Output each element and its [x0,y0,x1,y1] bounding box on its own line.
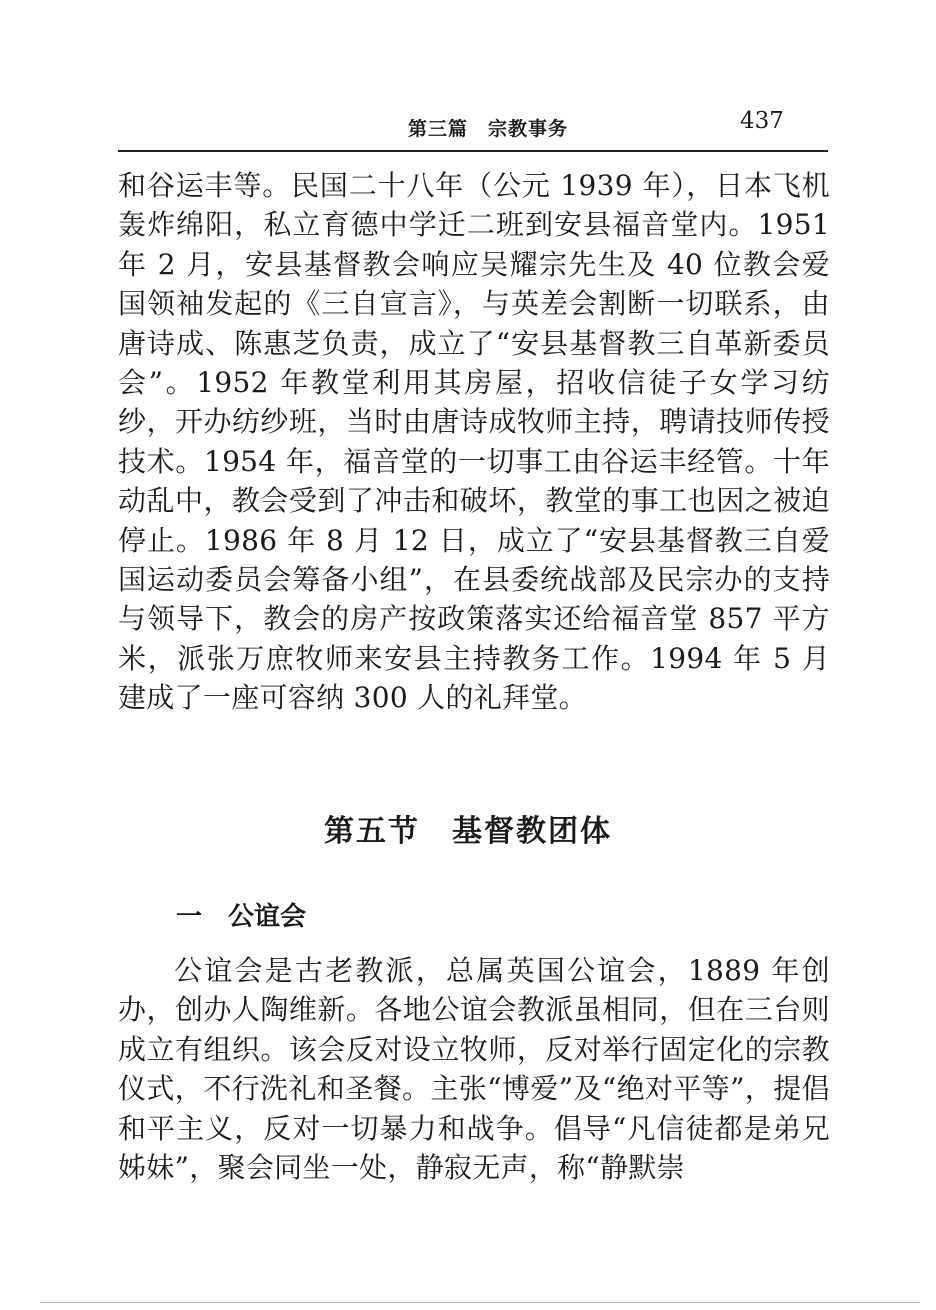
paragraph-continued: 和谷运丰等。民国二十八年（公元 1939 年），日本飞机轰炸绵阳，私立育德中学迁二班到安县福音堂内。1951 年 2 月，安县基督教会响应吴耀宗先生及 40 位教会爱国领袖发起的《三自宣言》，与英差会割断一切联系，由唐诗成、陈惠芝负责，成立了“安县基督教三自革新委员会”。1952 年教堂利用其房屋，招收信徒子女学习纺纱，开办纺纱班，当时由唐诗成牧师主持，聘请技师传授技术。1954 年，福音堂的一切事工由谷运丰经管。十年动乱中，教会受到了冲击和破坏，教堂的事工也因之被迫停止。1986 年 8 月 12 日，成立了“安县基督教三自爱国运动委员会筹备小组”，在县委统战部及民宗办的支持与领导下，教会的房产按政策落实还给福音堂 857 平方米，派张万庶牧师来安县主持教务工作。1994 年 5 月建成了一座可容纳 300 人的礼拜堂。 [118,169,830,715]
section-title: 第五节 基督教团体 [324,814,612,849]
subsection-heading: 一 公谊会 [176,902,307,932]
running-header [118,108,828,144]
page-number: 437 [740,108,784,134]
header-rule [118,150,828,152]
scan-bottom-edge [40,1302,920,1303]
paragraph-quaker-society: 公谊会是古老教派，总属英国公谊会，1889 年创办，创办人陶维新。各地公谊会教派虽相同，但在三台则成立有组织。该会反对设立牧师，反对举行固定化的宗教仪式，不行洗礼和圣餐。主张“博爱”及“绝对平等”，提倡和平主义，反对一切暴力和战争。倡导“凡信徒都是弟兄姊妹”，聚会同坐一处，静寂无声，称“静默崇 [118,954,830,1185]
running-title: 第三篇 宗教事务 [408,118,569,140]
